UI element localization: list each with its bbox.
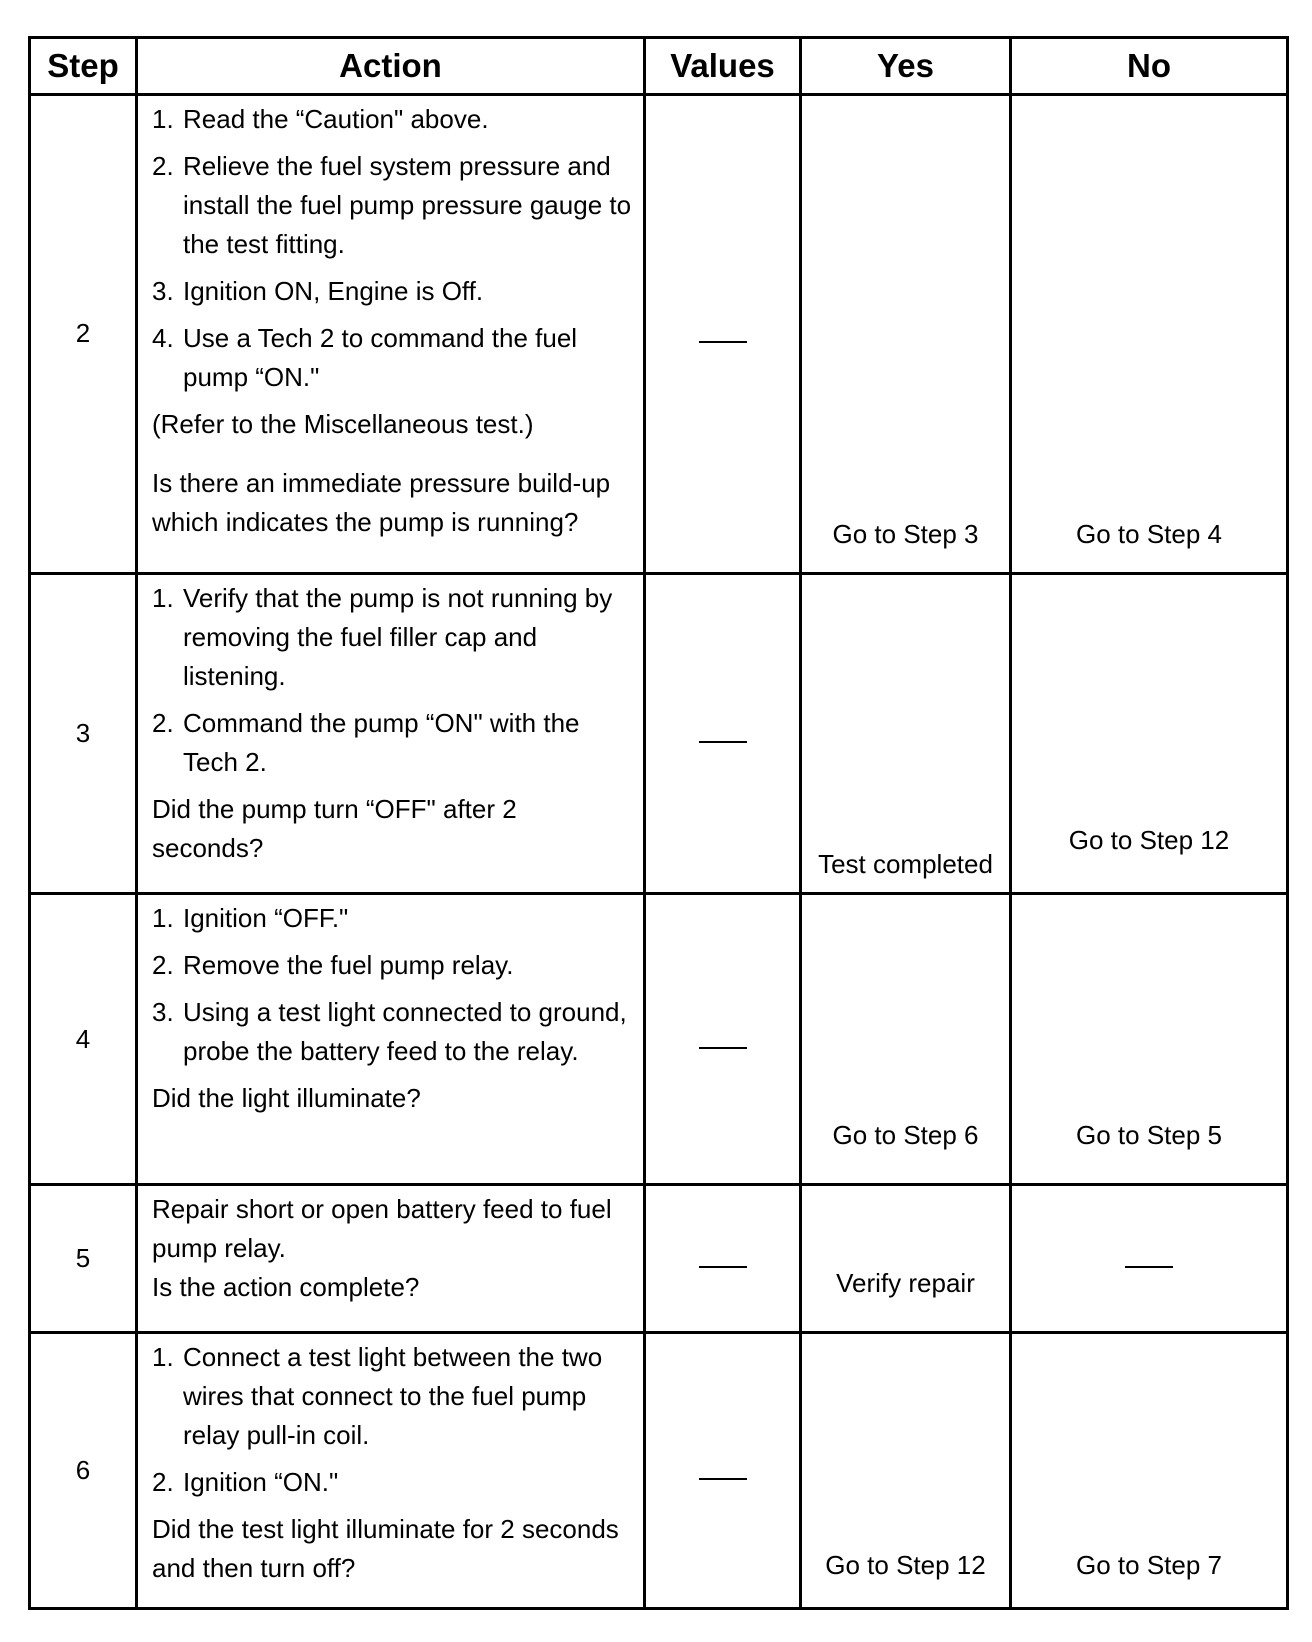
- table-row: [30, 95, 1288, 574]
- yes-cell: Test completed: [801, 573, 1011, 894]
- empty-dash: [1125, 1266, 1173, 1268]
- list-item: [152, 147, 633, 264]
- action-list: [152, 100, 633, 397]
- list-item: [152, 579, 633, 696]
- item-text: Relieve the fuel system pressure and install the fuel pump pressure gauge to the test fitting.: [183, 151, 632, 259]
- list-item: [152, 1463, 633, 1502]
- empty-dash: [699, 1047, 747, 1049]
- item-number: 1.: [152, 104, 174, 134]
- list-item: [152, 272, 633, 311]
- item-number: 3.: [152, 276, 174, 306]
- values-cell: [645, 573, 801, 894]
- table-row: [30, 573, 1288, 894]
- header-step: Step: [30, 38, 137, 95]
- values-cell: [645, 1333, 801, 1609]
- item-number: 3.: [152, 997, 174, 1028]
- header-values: Values: [645, 38, 801, 95]
- step-number: 4: [30, 894, 137, 1184]
- item-text: Ignition “OFF.": [183, 903, 349, 934]
- table-row: [30, 1184, 1288, 1333]
- list-item: [152, 100, 633, 139]
- item-text: Remove the fuel pump relay.: [183, 950, 514, 981]
- header-action: Action: [137, 38, 645, 95]
- item-number: 2.: [152, 151, 174, 181]
- table-row: [30, 1333, 1288, 1609]
- yes-cell: Go to Step 3: [801, 95, 1011, 574]
- action-question: Is there an immediate pressure build-up which indicates the pump is running?: [152, 468, 611, 537]
- no-cell: Go to Step 7: [1011, 1333, 1288, 1609]
- item-text: Using a test light connected to ground, probe the battery feed to the relay.: [183, 997, 627, 1067]
- action-note: (Refer to the Miscellaneous test.): [152, 409, 534, 439]
- list-item: [152, 319, 633, 397]
- action-question: Is the action complete?: [152, 1271, 420, 1302]
- action-cell: [137, 1333, 645, 1609]
- table-row: [30, 894, 1288, 1184]
- no-cell: Go to Step 12: [1011, 573, 1288, 894]
- header-yes: Yes: [801, 38, 1011, 95]
- values-cell: [645, 95, 801, 574]
- item-number: 2.: [152, 707, 174, 738]
- step-number: 2: [30, 95, 137, 574]
- yes-cell: Go to Step 12: [801, 1333, 1011, 1609]
- yes-cell: Verify repair: [801, 1184, 1011, 1333]
- item-number: 2.: [152, 1467, 174, 1498]
- item-number: 2.: [152, 950, 174, 981]
- item-number: 1.: [152, 582, 174, 613]
- item-text: Use a Tech 2 to command the fuel pump “ON.": [183, 323, 578, 392]
- action-list: [152, 1338, 633, 1502]
- list-item: [152, 899, 633, 938]
- action-cell: [137, 573, 645, 894]
- values-cell: [645, 1184, 801, 1333]
- list-item: [152, 1338, 633, 1455]
- item-number: 4.: [152, 323, 174, 353]
- step-number: 5: [30, 1184, 137, 1333]
- empty-dash: [699, 341, 747, 343]
- diagnostic-table: [28, 36, 1289, 1610]
- item-text: Ignition ON, Engine is Off.: [183, 276, 484, 306]
- step-number: 6: [30, 1333, 137, 1609]
- empty-dash: [699, 1478, 747, 1480]
- list-item: [152, 704, 633, 782]
- list-item: [152, 993, 633, 1071]
- no-cell: Go to Step 5: [1011, 894, 1288, 1184]
- step-number: 3: [30, 573, 137, 894]
- action-list: [152, 579, 633, 782]
- no-cell: [1011, 1184, 1288, 1333]
- item-number: 1.: [152, 903, 174, 934]
- item-text: Read the “Caution" above.: [183, 104, 489, 134]
- empty-dash: [699, 1266, 747, 1268]
- item-number: 1.: [152, 1342, 174, 1373]
- action-text: Repair short or open battery feed to fuel pump relay.: [152, 1193, 612, 1263]
- action-cell: [137, 95, 645, 574]
- action-question: Did the light illuminate?: [152, 1083, 421, 1114]
- action-cell: [137, 894, 645, 1184]
- list-item: [152, 946, 633, 985]
- yes-cell: Go to Step 6: [801, 894, 1011, 1184]
- action-question: Did the pump turn “OFF" after 2 seconds?: [152, 793, 517, 863]
- item-text: Verify that the pump is not running by removing the fuel filler cap and listening.: [183, 582, 613, 691]
- action-list: [152, 899, 633, 1071]
- header-no: No: [1011, 38, 1288, 95]
- action-question: Did the test light illuminate for 2 seconds and then turn off?: [152, 1514, 619, 1584]
- item-text: Ignition “ON.": [183, 1467, 339, 1498]
- values-cell: [645, 894, 801, 1184]
- header-row: [30, 38, 1288, 95]
- item-text: Command the pump “ON" with the Tech 2.: [183, 707, 580, 777]
- action-cell: [137, 1184, 645, 1333]
- no-cell: Go to Step 4: [1011, 95, 1288, 574]
- empty-dash: [699, 741, 747, 743]
- item-text: Connect a test light between the two wires that connect to the fuel pump relay pull-in coil.: [183, 1342, 603, 1451]
